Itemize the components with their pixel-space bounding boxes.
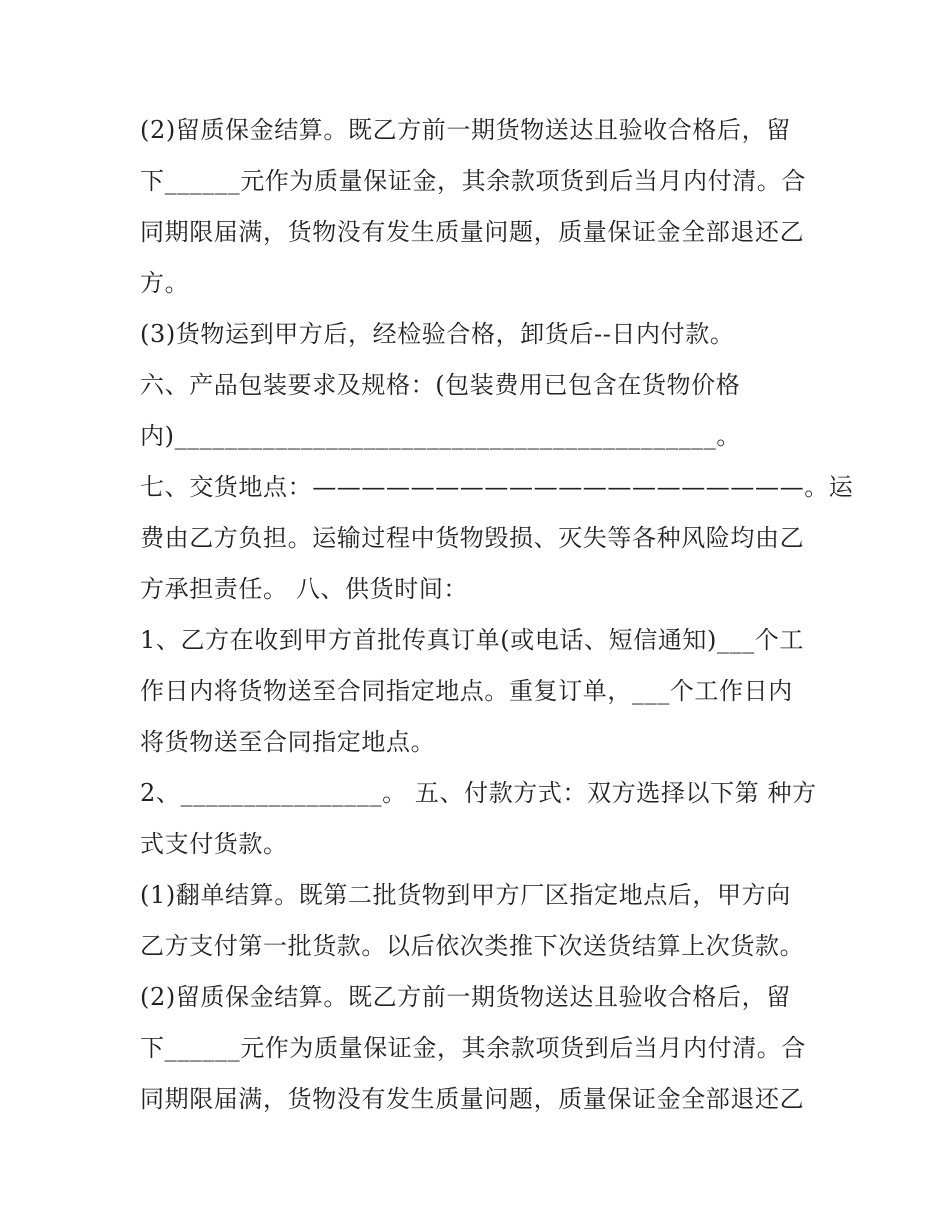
text-line: 同期限届满，货物没有发生质量问题，质量保证金全部退还乙 xyxy=(140,218,805,246)
text-line: 费由乙方负担。运输过程中货物毁损、灭失等各种风险均由乙 xyxy=(140,524,805,552)
text-line: 1、乙方在收到甲方首批传真订单(或电话、短信通知)___个工 xyxy=(140,626,804,654)
text-line: 2、________________。 五、付款方式：双方选择以下第 种方 xyxy=(140,779,817,807)
text-line: 六、产品包装要求及规格：(包装费用已包含在货物价格 xyxy=(140,371,741,399)
text-line: 内)___________________________________________。 xyxy=(140,422,741,450)
text-line: 将货物送至合同指定地点。 xyxy=(140,728,436,756)
text-line: 方承担责任。 八、供货时间： xyxy=(140,575,469,603)
text-line: 作日内将货物送至合同指定地点。重复订单，___个工作日内 xyxy=(140,677,793,705)
text-line: 方。 xyxy=(140,269,190,297)
text-line: 七、交货地点：————————————————————。运 xyxy=(140,473,854,501)
text-line: (3)货物运到甲方后，经检验合格，卸货后--日内付款。 xyxy=(140,320,735,348)
text-line: (1)翻单结算。既第二批货物到甲方厂区指定地点后，甲方向 xyxy=(140,881,791,909)
text-line: 式支付货款。 xyxy=(140,830,288,858)
text-line: 下______元作为质量保证金，其余款项货到后当月内付清。合 xyxy=(140,1034,806,1062)
text-line: 同期限届满，货物没有发生质量问题，质量保证金全部退还乙 xyxy=(140,1085,805,1113)
text-line: 下______元作为质量保证金，其余款项货到后当月内付清。合 xyxy=(140,167,806,195)
text-line: (2)留质保金结算。既乙方前一期货物送达且验收合格后，留 xyxy=(140,983,791,1011)
text-line: 乙方支付第一批货款。以后依次类推下次送货结算上次货款。 xyxy=(140,932,805,960)
text-line: (2)留质保金结算。既乙方前一期货物送达且验收合格后，留 xyxy=(140,116,791,144)
